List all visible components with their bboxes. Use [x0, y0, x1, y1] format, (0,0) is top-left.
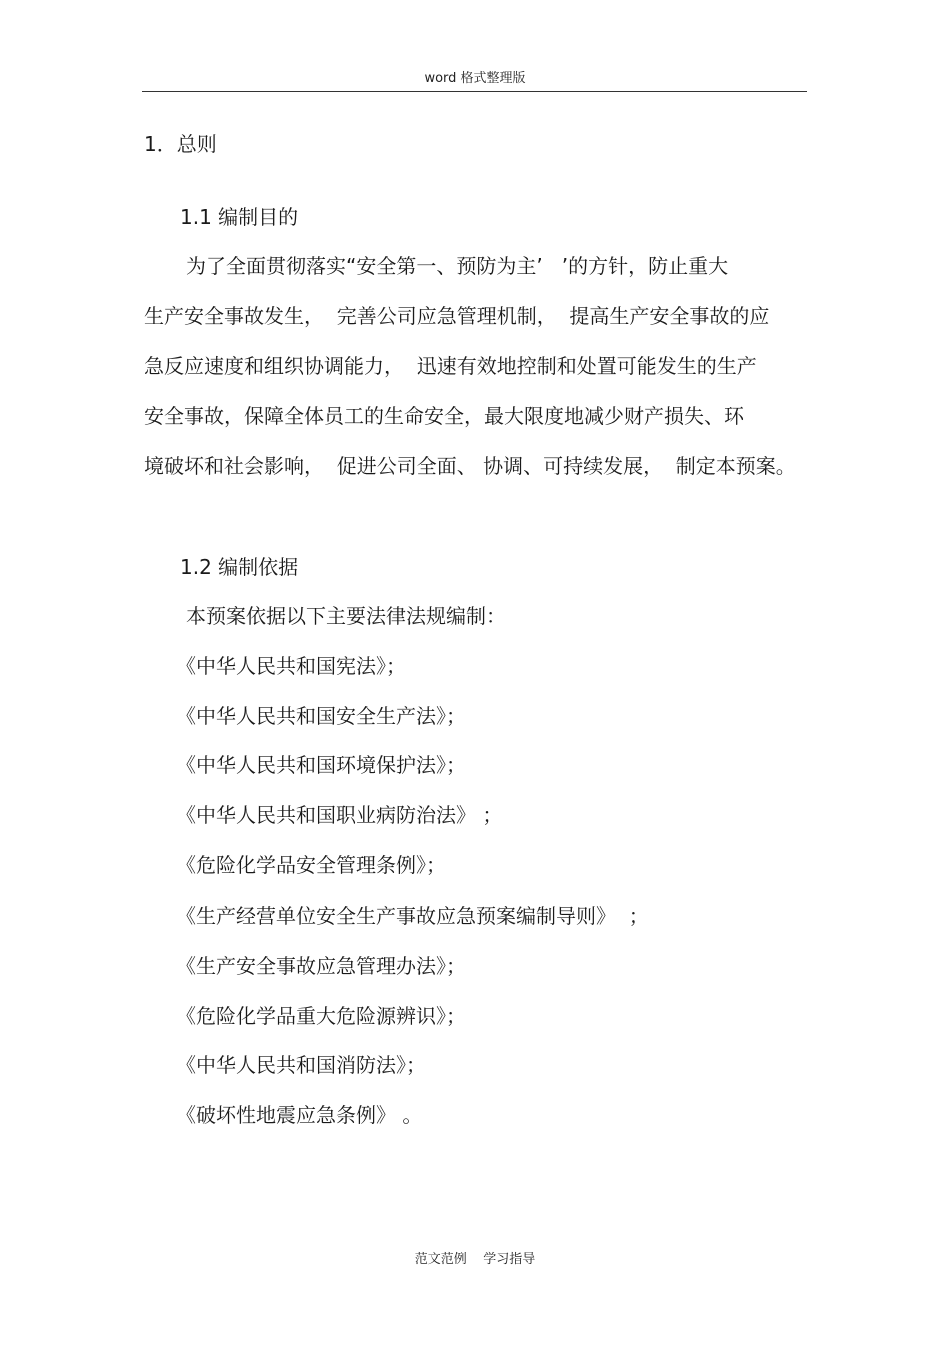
- purpose-paragraph-line: 生产安全事故发生， 完善公司应急管理机制， 提高生产安全事故的应: [144, 304, 770, 328]
- law-list-item: 《生产安全事故应急管理办法》；: [176, 954, 466, 978]
- law-list-item: 《破坏性地震应急条例》 。: [176, 1103, 423, 1127]
- subsection-heading-purpose: 1.1 编制目的: [180, 205, 299, 229]
- law-list-item: 《中华人民共和国消防法》；: [176, 1053, 426, 1077]
- law-list-item: 《中华人民共和国安全生产法》；: [176, 704, 466, 728]
- page-footer: 范文范例 学习指导: [414, 1252, 536, 1267]
- purpose-paragraph-line: 境破坏和社会影响， 促进公司全面、 协调、可持续发展， 制定本预案。: [144, 454, 796, 478]
- law-list-item: 《生产经营单位安全生产事故应急预案编制导则》 ；: [176, 904, 649, 928]
- header-divider: [142, 91, 807, 92]
- purpose-paragraph-line: 为了全面贯彻落实“安全第一、预防为主’ ’的方针，防止重大: [186, 254, 729, 278]
- law-list-item: 《危险化学品重大危险源辨识》；: [176, 1004, 466, 1028]
- law-list-item: 《危险化学品安全管理条例》；: [176, 853, 446, 877]
- law-list-item: 《中华人民共和国环境保护法》；: [176, 753, 466, 777]
- purpose-paragraph-line: 急反应速度和组织协调能力， 迅速有效地控制和处置可能发生的生产: [144, 354, 757, 378]
- page-header: word 格式整理版: [424, 71, 526, 86]
- purpose-paragraph-line: 安全事故，保障全体员工的生命安全，最大限度地减少财产损失、环: [144, 404, 744, 428]
- subsection-heading-basis: 1.2 编制依据: [180, 555, 299, 579]
- section-heading-general: 1．总则: [144, 132, 217, 156]
- law-list-item: 《中华人民共和国职业病防治法》 ；: [176, 803, 503, 827]
- law-list-item: 《中华人民共和国宪法》；: [176, 654, 406, 678]
- basis-intro: 本预案依据以下主要法律法规编制：: [186, 604, 506, 628]
